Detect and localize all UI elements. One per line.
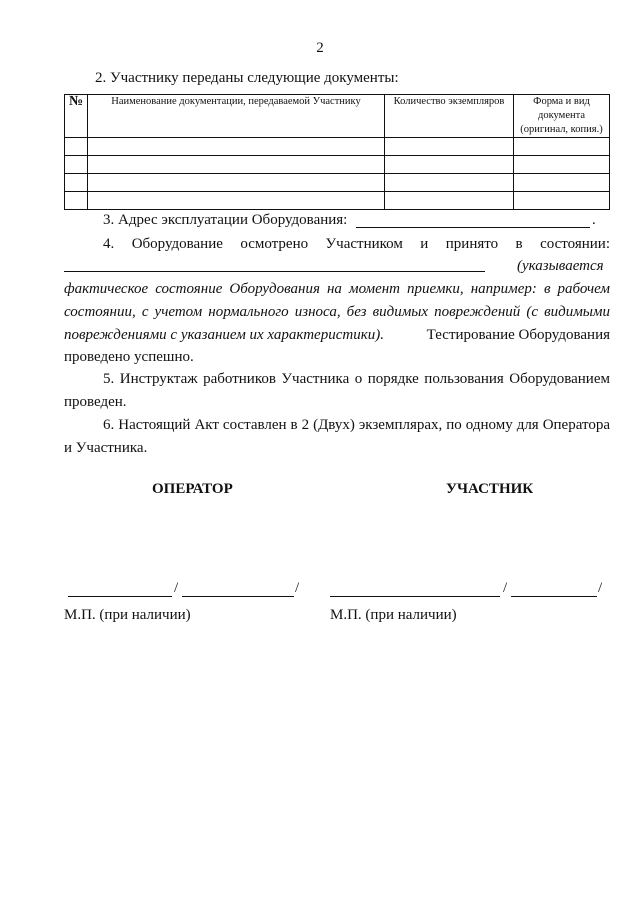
section-4-line-1 — [103, 233, 610, 255]
table-row — [65, 156, 610, 174]
operator-signature-line — [68, 596, 172, 597]
table-header-quantity: Количество экземпляров — [385, 95, 514, 138]
table-row — [65, 174, 610, 192]
section-4-line-3-tail: Тестирование Оборудования — [426, 327, 610, 343]
participant-signature-line — [330, 596, 500, 597]
table-cell — [65, 156, 88, 174]
table-cell — [514, 156, 610, 174]
operator-heading: ОПЕРАТОР — [152, 481, 233, 497]
section-4-line-3 — [64, 324, 610, 346]
table-header-row — [65, 95, 610, 138]
table-cell — [88, 156, 385, 174]
table-cell — [385, 156, 514, 174]
address-blank-line — [356, 227, 590, 228]
operator-slash-end: / — [295, 580, 300, 596]
section-4-word: в — [515, 236, 523, 252]
section-6-line-2: и Участника. — [64, 440, 148, 456]
section-4-italic-line-1: фактическое состояние Оборудования на момент приемки, например: в рабочем — [64, 281, 610, 297]
table-cell — [65, 174, 88, 192]
participant-slash-end: / — [598, 580, 603, 596]
participant-heading: УЧАСТНИК — [446, 481, 534, 497]
documents-table — [64, 94, 610, 210]
section-6-line-1: 6. Настоящий Акт составлен в 2 (Двух) экземплярах, по одному для Оператора — [103, 417, 610, 433]
operator-name-line — [182, 596, 294, 597]
table-cell — [65, 192, 88, 210]
section-5-line-2: проведен. — [64, 394, 127, 410]
section-4-line-4: проведено успешно. — [64, 349, 194, 365]
table-row — [65, 192, 610, 210]
section-4-word: и — [420, 236, 429, 252]
section-4-word: осмотрено — [240, 236, 309, 252]
table-row — [65, 138, 610, 156]
table-cell — [385, 138, 514, 156]
section-4-word: Оборудование — [131, 236, 223, 252]
participant-slash: / — [503, 580, 508, 596]
section-4-italic-line-2: состоянии, с учетом нормального износа, без видимых повреждений (с видимыми — [64, 304, 610, 320]
table-cell — [514, 174, 610, 192]
table-header-name: Наименование документации, передаваемой Участнику — [88, 95, 385, 138]
table-cell — [385, 192, 514, 210]
table-cell — [88, 192, 385, 210]
operator-slash: / — [174, 580, 179, 596]
table-cell — [514, 192, 610, 210]
section-4-word: Участником — [325, 236, 403, 252]
operator-stamp-label: М.П. (при наличии) — [64, 607, 191, 623]
table-header-number: № — [65, 95, 88, 138]
section-4-word: принято — [445, 236, 499, 252]
table-cell — [514, 138, 610, 156]
table-cell — [88, 138, 385, 156]
section-4-italic-line-3: повреждениями с указанием их характеристики). — [64, 327, 384, 343]
section-4-word: 4. — [103, 236, 115, 252]
participant-name-line — [511, 596, 597, 597]
table-cell — [88, 174, 385, 192]
table-header-form: Форма и вид документа (оригинал, копия.) — [514, 95, 610, 138]
table-cell — [65, 138, 88, 156]
section-2-heading: 2. Участнику переданы следующие документы: — [95, 70, 399, 86]
condition-blank-line — [64, 271, 485, 272]
section-4-italic-start: (указывается — [517, 258, 604, 274]
page-number: 2 — [316, 40, 324, 56]
section-4-word: состоянии: — [540, 236, 610, 252]
section-3-label: 3. Адрес эксплуатации Оборудования: — [103, 212, 348, 228]
section-3-end: . — [592, 212, 596, 228]
table-cell — [385, 174, 514, 192]
participant-stamp-label: М.П. (при наличии) — [330, 607, 457, 623]
section-5-line-1: 5. Инструктаж работников Участника о порядке пользования Оборудованием — [103, 371, 610, 387]
